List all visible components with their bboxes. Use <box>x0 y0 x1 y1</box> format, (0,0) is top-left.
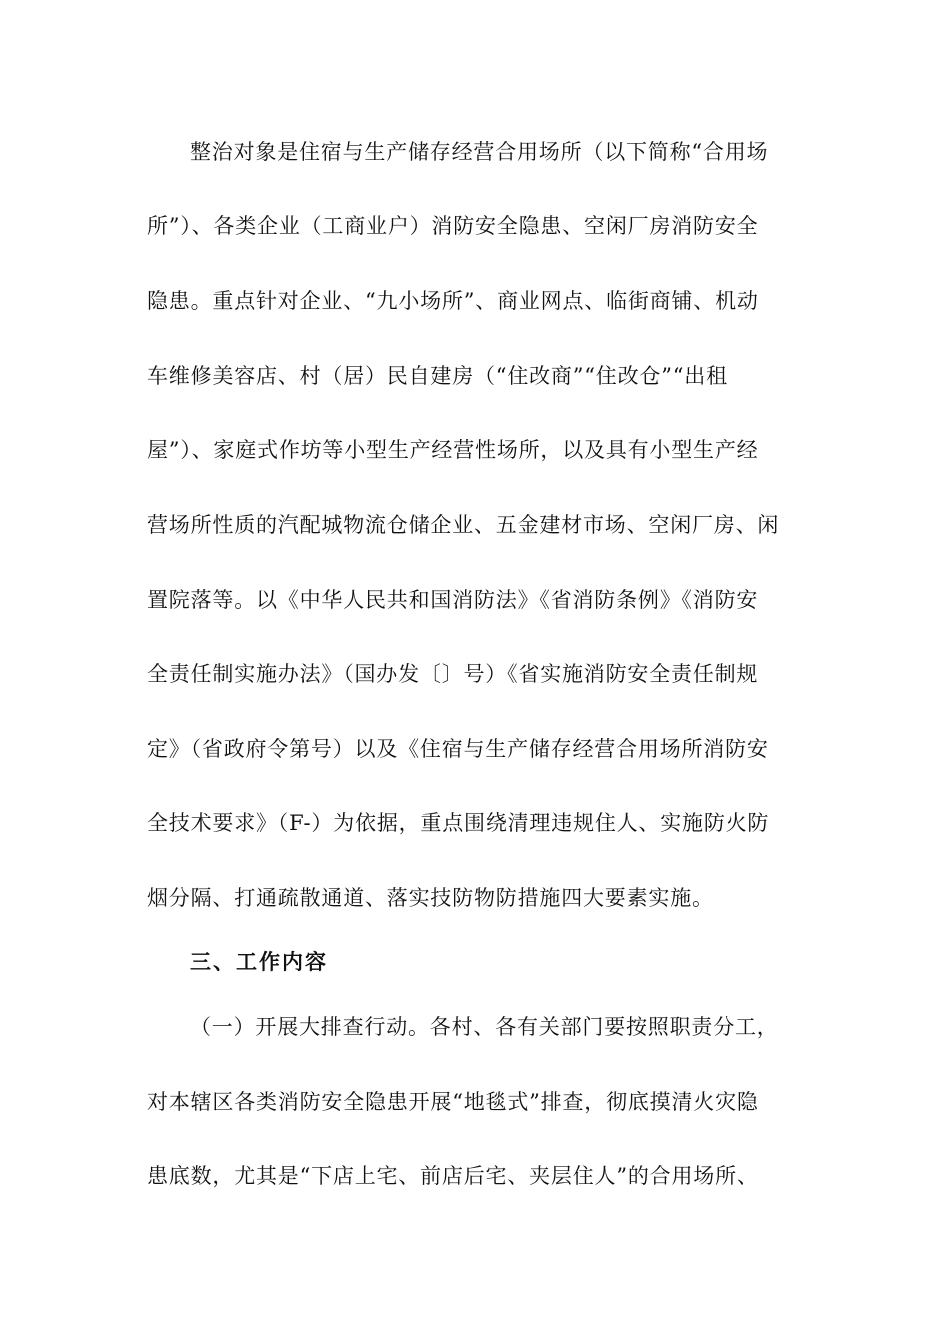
paragraph-line: 营场所性质的汽配城物流仓储企业、五金建材市场、空闲厂房、闲 <box>147 513 780 537</box>
paragraph-line: 车维修美容店、村（居）民自建房（“住改商”“住改仓”“出租 <box>147 364 728 388</box>
paragraph-line: 烟分隔、打通疏散通道、落实技防物防措施四大要素实施。 <box>147 886 714 910</box>
paragraph-line: （一）开展大排查行动。各村、各有关部门要按照职责分工， <box>190 1015 779 1039</box>
paragraph-line: 置院落等。以《中华人民共和国消防法》《省消防条例》《消防安 <box>147 588 759 612</box>
paragraph-line: 整治对象是住宿与生产储存经营合用场所（以下简称“合用场 <box>190 140 769 164</box>
paragraph-line: 屋”）、家庭式作坊等小型生产经营性场所，以及具有小型生产经 <box>147 438 759 462</box>
paragraph-line: 所”）、各类企业（工商业户）消防安全隐患、空闲厂房消防安全 <box>147 214 759 238</box>
paragraph-line: 隐患。重点针对企业、“九小场所”、商业网点、临街商铺、机动 <box>147 289 759 313</box>
paragraph-line: 对本辖区各类消防安全隐患开展“地毯式”排查，彻底摸清火灾隐 <box>147 1090 759 1114</box>
section-heading: 三、工作内容 <box>190 950 328 974</box>
paragraph-line: 全责任制实施办法》（国办发〔〕号）《省实施消防安全责任制规 <box>147 662 759 686</box>
paragraph-line: 患底数，尤其是“下店上宅、前店后宅、夹层住人”的合用场所、 <box>147 1164 759 1188</box>
paragraph-line: 全技术要求》（F-）为依据，重点围绕清理违规住人、实施防火防 <box>147 811 770 835</box>
paragraph-line: 定》（省政府令第号）以及《住宿与生产储存经营合用场所消防安 <box>147 737 769 761</box>
